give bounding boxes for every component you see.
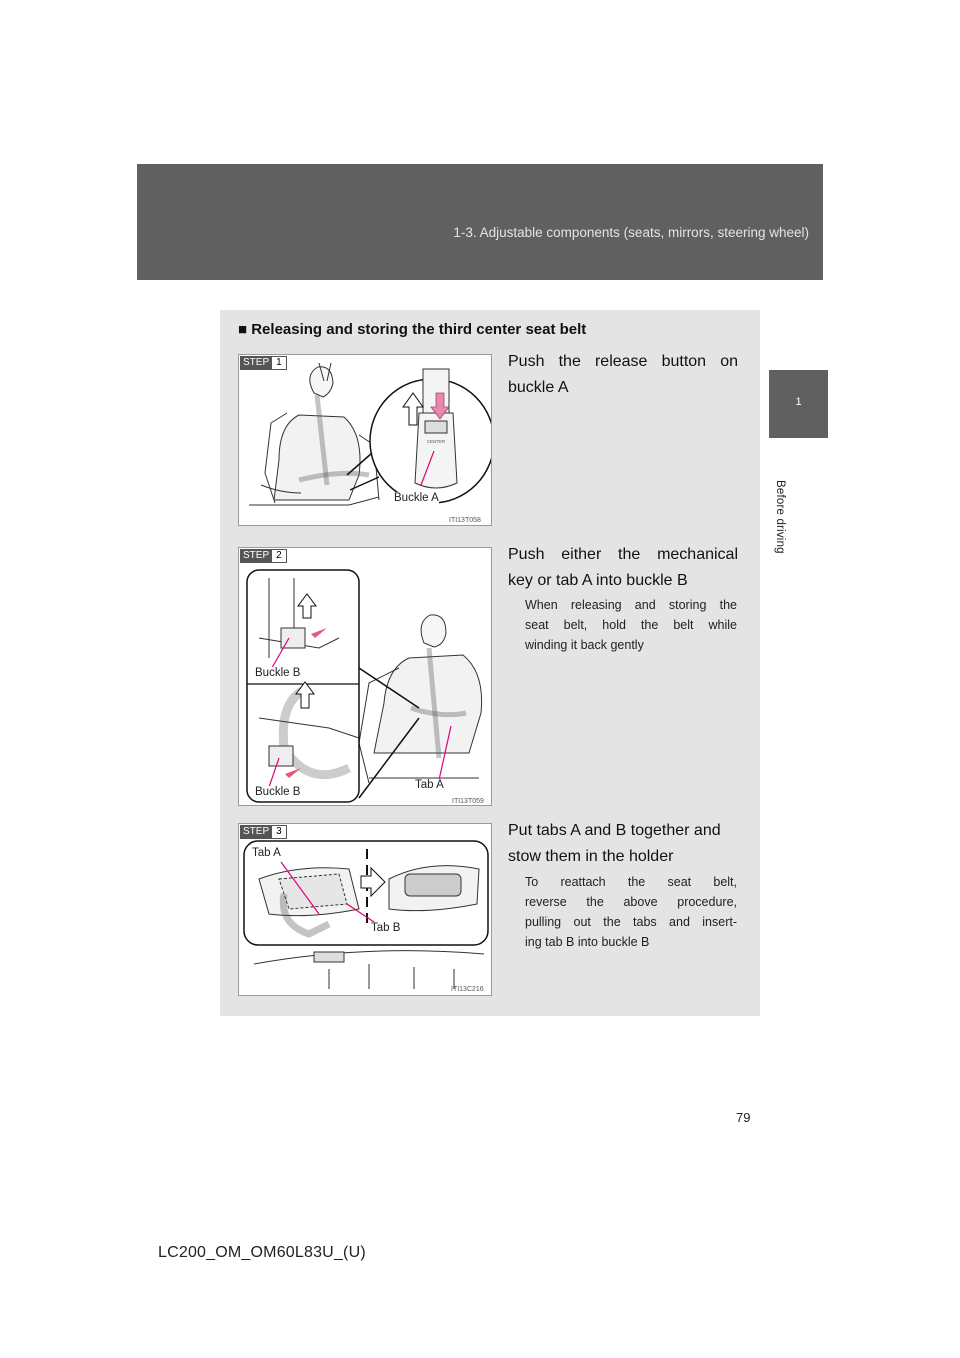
step2-note-line3: winding it back gently: [525, 638, 644, 652]
step-badge: STEP 2: [240, 549, 287, 563]
step2-text-line1: Push either the mechanical: [508, 546, 738, 563]
buckle-b-label-top: Buckle B: [255, 667, 301, 679]
footer-code: LC200_OM_OM60L83U_(U): [158, 1244, 366, 1261]
figure-code: ITI13T059: [452, 798, 484, 805]
step3-note-line2: reverse the above procedure,: [525, 895, 737, 909]
step3-note-line4: ing tab B into buckle B: [525, 935, 650, 949]
buckle-a-label: Buckle A: [394, 492, 439, 504]
step3-note-line1: To reattach the seat belt,: [525, 875, 737, 889]
tab-a-label: Tab A: [252, 847, 281, 859]
step2-figure: [238, 547, 492, 806]
step1-figure: [238, 354, 492, 526]
step-badge: STEP 1: [240, 356, 287, 370]
step3-text-line2: stow them in the holder: [508, 848, 674, 865]
step3-text-line1: Put tabs A and B together and: [508, 822, 721, 839]
figure-code: ITI13C216: [451, 986, 484, 993]
page-header: [137, 164, 823, 280]
chapter-number: 1: [795, 396, 802, 408]
step3-note-line3: pulling out the tabs and insert-: [525, 915, 737, 929]
buckle-b-label-bottom: Buckle B: [255, 786, 301, 798]
header-title: 1-3. Adjustable components (seats, mirrors, steering wheel): [453, 225, 809, 240]
tab-b-label: Tab B: [371, 922, 401, 934]
chapter-label: Before driving: [774, 480, 786, 554]
step2-note-line2: seat belt, hold the belt while: [525, 618, 737, 632]
step2-note-line1: When releasing and storing the: [525, 598, 737, 612]
seat-belt-buckle-illustration: [239, 355, 492, 526]
step-badge: STEP 3: [240, 825, 287, 839]
section-title: ■ Releasing and storing the third center seat belt: [238, 321, 587, 338]
buckle-stamp: CENTER: [426, 439, 446, 444]
tab-a-label: Tab A: [415, 779, 444, 791]
figure-code: ITI13T058: [449, 517, 481, 524]
step1-text-line1: Push the release button on: [508, 353, 738, 370]
step3-figure: [238, 823, 492, 996]
step2-text-line2: key or tab A into buckle B: [508, 572, 688, 589]
step1-text-line2: buckle A: [508, 379, 569, 396]
page-number: 79: [736, 1110, 751, 1125]
chapter-tab[interactable]: [769, 370, 828, 438]
